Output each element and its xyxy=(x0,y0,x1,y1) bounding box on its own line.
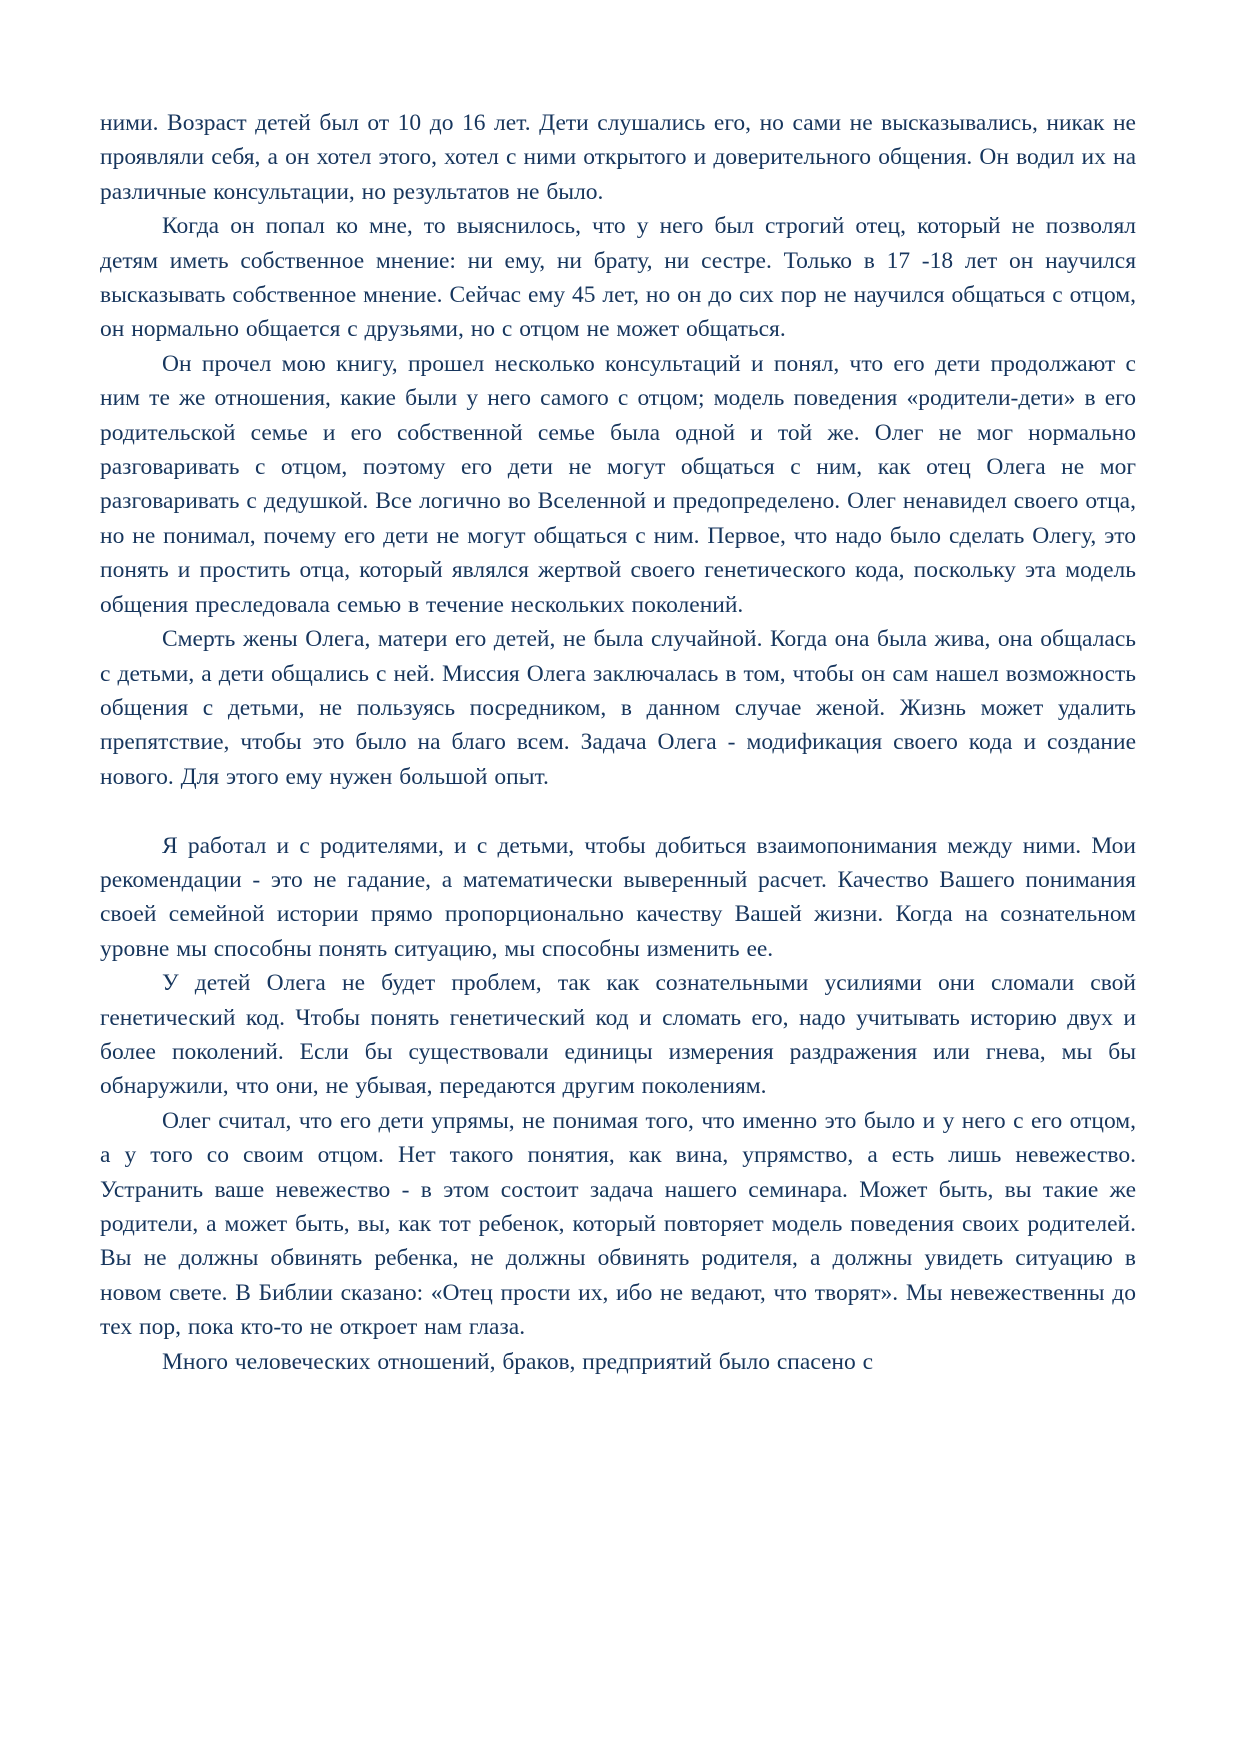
paragraph: ними. Возраст детей был от 10 до 16 лет. Дети слушались его, но сами не высказывались, никак не проявляли себя, а он хотел этого, хотел с ними открытого и доверительного общения. Он водил их на различные консультации, но результатов не было. xyxy=(100,110,1136,205)
paragraph: Олег считал, что его дети упрямы, не понимая того, что именно это было и у него с его отцом, а у того со своим отцом. Нет такого понятия, как вина, упрямство, а есть лишь невежество. Устранить ваше невежество - в этом состоит задача нашего семинара. Может быть, вы такие же родители, а может быть, вы, как тот ребенок, который повторяет модель поведения своих родителей. Вы не должны обвинять ребенка, не должны обвинять родителя, а должны увидеть ситуацию в новом свете. В Библии сказано: «Отец прости их, ибо не ведают, что творят». Мы невежественны до тех пор, пока кто-то не откроет нам глаза. xyxy=(100,1107,1136,1341)
paragraph: Когда он попал ко мне, то выяснилось, что у него был строгий отец, который не позволял детям иметь собственное мнение: ни ему, ни брату, ни сестре. Только в 17 -18 лет он научился высказывать собственное мнение. Сейчас ему 45 лет, но он до сих пор не научился общаться с отцом, он нормально общается с друзьями, но с отцом не может общаться. xyxy=(100,213,1136,343)
paragraph: У детей Олега не будет проблем, так как сознательными усилиями они сломали свой генетический код. Чтобы понять генетический код и сломать его, надо учитывать историю двух и более поколений. Если бы существовали единицы измерения раздражения или гнева, мы бы обнаружили, что они, не убывая, передаются другим поколениям. xyxy=(100,970,1136,1100)
paragraph: Смерть жены Олега, матери его детей, не была случайной. Когда она была жива, она общалась с детьми, а дети общались с ней. Миссия Олега заключалась в том, чтобы он сам нашел возможность общения с детьми, не пользуясь посредником, в данном случае женой. Жизнь может удалить препятствие, чтобы это было на благо всем. Задача Олега - модификация своего кода и создание нового. Для этого ему нужен большой опыт. xyxy=(100,626,1136,790)
paragraph: Он прочел мою книгу, прошел несколько консультаций и понял, что его дети продолжают с ним те же отношения, какие были у него самого с отцом; модель поведения «родители-дети» в его родительской семье и его собственной семье была одной и той же. Олег не мог нормально разговаривать с отцом, поэтому его дети не могут общаться с ним, как отец Олега не мог разговаривать с дедушкой. Все логично во Вселенной и предопределено. Олег ненавидел своего отца, но не понимал, почему его дети не могут общаться с ним. Первое, что надо было сделать Олегу, это понять и простить отца, который являлся жертвой своего генетического кода, поскольку эта модель общения преследовала семью в течение нескольких поколений. xyxy=(100,350,1136,618)
paragraph: Много человеческих отношений, браков, предприятий было спасено с xyxy=(162,1348,874,1375)
paragraph: Я работал и с родителями, и с детьми, чтобы добиться взаимопонимания между ними. Мои рекомендации - это не гадание, а математически выверенный расчет. Качество Вашего понимания своей семейной истории прямо пропорционально качеству Вашей жизни. Когда на сознательном уровне мы способны понять ситуацию, мы способны изменить ее. xyxy=(100,832,1136,962)
